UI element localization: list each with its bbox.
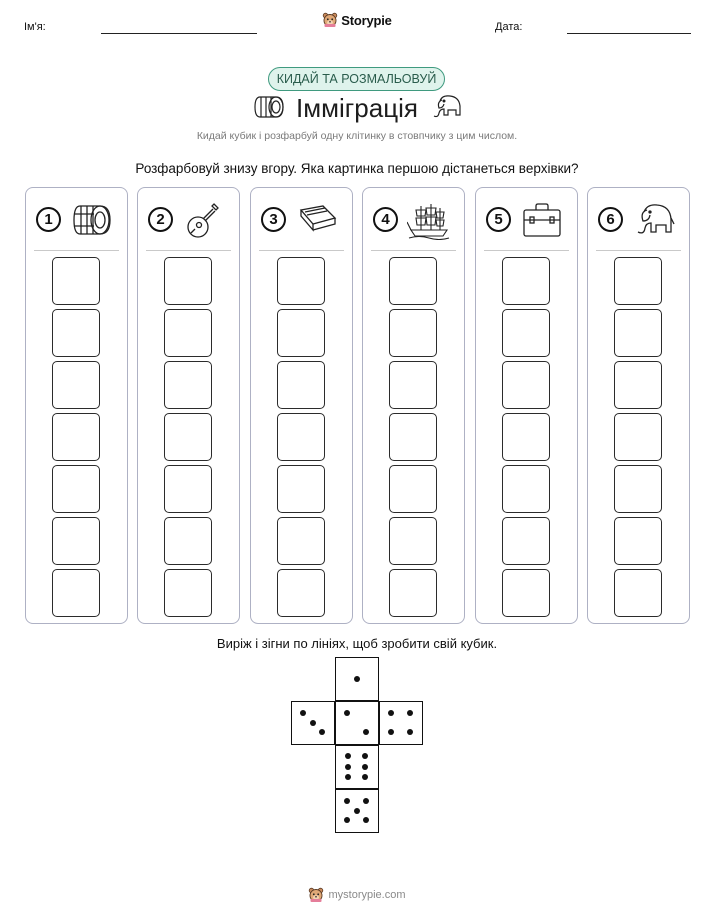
- color-cell[interactable]: [52, 465, 100, 513]
- color-cell[interactable]: [277, 413, 325, 461]
- color-cell[interactable]: [52, 309, 100, 357]
- bear-logo-icon: [322, 12, 338, 28]
- die-face: [335, 789, 379, 833]
- book-icon: [295, 200, 339, 240]
- elephant-icon: [632, 200, 676, 240]
- die-pip: [345, 764, 351, 770]
- die-pip: [344, 798, 350, 804]
- die-pip: [354, 808, 360, 814]
- color-cell[interactable]: [164, 361, 212, 409]
- color-cell[interactable]: [277, 569, 325, 617]
- elephant-icon: [430, 93, 464, 121]
- column-number: 5: [486, 207, 511, 232]
- date-label: Дата:: [495, 21, 523, 33]
- bear-logo-icon: [308, 887, 324, 903]
- die-pip: [344, 710, 350, 716]
- die-face: [335, 701, 379, 745]
- color-cell[interactable]: [614, 569, 662, 617]
- column-1: [25, 187, 128, 624]
- die-face: [335, 745, 379, 789]
- column-number: 6: [598, 207, 623, 232]
- color-cell[interactable]: [389, 257, 437, 305]
- color-cell[interactable]: [277, 257, 325, 305]
- ship-icon: [407, 200, 451, 240]
- brand-logo: [0, 12, 714, 28]
- die-face: [291, 701, 335, 745]
- color-cell[interactable]: [164, 413, 212, 461]
- color-cell[interactable]: [614, 309, 662, 357]
- subtitle: Кидай кубик і розфарбуй одну клітинку в стовпчику з цим числом.: [196, 130, 518, 142]
- column-number: 2: [148, 207, 173, 232]
- color-cell[interactable]: [502, 517, 550, 565]
- column-number: 4: [373, 207, 398, 232]
- color-cell[interactable]: [164, 569, 212, 617]
- color-cell[interactable]: [389, 465, 437, 513]
- color-cell[interactable]: [502, 413, 550, 461]
- activity-badge: КИДАЙ ТА РОЗМАЛЬОВУЙ: [268, 67, 445, 91]
- color-cell[interactable]: [389, 309, 437, 357]
- name-line: [101, 33, 257, 34]
- mandolin-icon: [182, 200, 226, 240]
- color-cell[interactable]: [277, 309, 325, 357]
- color-cell[interactable]: [52, 257, 100, 305]
- color-cell[interactable]: [502, 569, 550, 617]
- column-5: [475, 187, 578, 624]
- color-cell[interactable]: [502, 309, 550, 357]
- column-2: [137, 187, 240, 624]
- die-pip: [345, 753, 351, 759]
- color-cell[interactable]: [389, 517, 437, 565]
- color-cell[interactable]: [164, 257, 212, 305]
- die-pip: [344, 817, 350, 823]
- color-cell[interactable]: [614, 517, 662, 565]
- color-cell[interactable]: [164, 309, 212, 357]
- color-cell[interactable]: [52, 517, 100, 565]
- die-pip: [363, 817, 369, 823]
- footer-url: mystorypie.com: [328, 889, 406, 901]
- column-4: [362, 187, 465, 624]
- die-pip: [319, 729, 325, 735]
- die-face: [335, 657, 379, 701]
- column-3: [250, 187, 353, 624]
- hay-bale-icon: [252, 94, 286, 120]
- color-cell[interactable]: [614, 361, 662, 409]
- color-cell[interactable]: [614, 465, 662, 513]
- color-cell[interactable]: [52, 569, 100, 617]
- color-cell[interactable]: [502, 257, 550, 305]
- suitcase-icon: [520, 200, 564, 240]
- die-pip: [345, 774, 351, 780]
- column-number: 3: [261, 207, 286, 232]
- color-cell[interactable]: [277, 517, 325, 565]
- die-pip: [363, 729, 369, 735]
- die-pip: [354, 676, 360, 682]
- color-cell[interactable]: [614, 413, 662, 461]
- color-cell[interactable]: [52, 361, 100, 409]
- color-cell[interactable]: [164, 517, 212, 565]
- color-cell[interactable]: [389, 413, 437, 461]
- die-face: [379, 701, 423, 745]
- color-cell[interactable]: [164, 465, 212, 513]
- die-pip: [388, 710, 394, 716]
- color-cell[interactable]: [389, 361, 437, 409]
- date-line: [567, 33, 691, 34]
- instruction-text: Розфарбовуй знизу вгору. Яка картинка першою дістанеться верхівки?: [135, 161, 579, 176]
- name-label: Ім'я:: [24, 21, 46, 33]
- hay-bale-icon: [70, 200, 114, 240]
- color-cell[interactable]: [614, 257, 662, 305]
- die-pip: [362, 774, 368, 780]
- color-cell[interactable]: [277, 361, 325, 409]
- die-pip: [407, 729, 413, 735]
- brand-name: Storypie: [341, 12, 392, 28]
- die-pip: [310, 720, 316, 726]
- page-title: Імміграція: [296, 93, 418, 123]
- die-pip: [363, 798, 369, 804]
- color-cell[interactable]: [502, 361, 550, 409]
- color-cell[interactable]: [502, 465, 550, 513]
- color-cell[interactable]: [52, 413, 100, 461]
- column-6: [587, 187, 690, 624]
- die-pip: [407, 710, 413, 716]
- die-pip: [362, 753, 368, 759]
- die-pip: [300, 710, 306, 716]
- column-number: 1: [36, 207, 61, 232]
- die-pip: [362, 764, 368, 770]
- color-cell[interactable]: [389, 569, 437, 617]
- footer: [0, 887, 714, 903]
- cut-instruction: Виріж і зігни по лініях, щоб зробити свій кубик.: [216, 636, 498, 651]
- color-cell[interactable]: [277, 465, 325, 513]
- die-pip: [388, 729, 394, 735]
